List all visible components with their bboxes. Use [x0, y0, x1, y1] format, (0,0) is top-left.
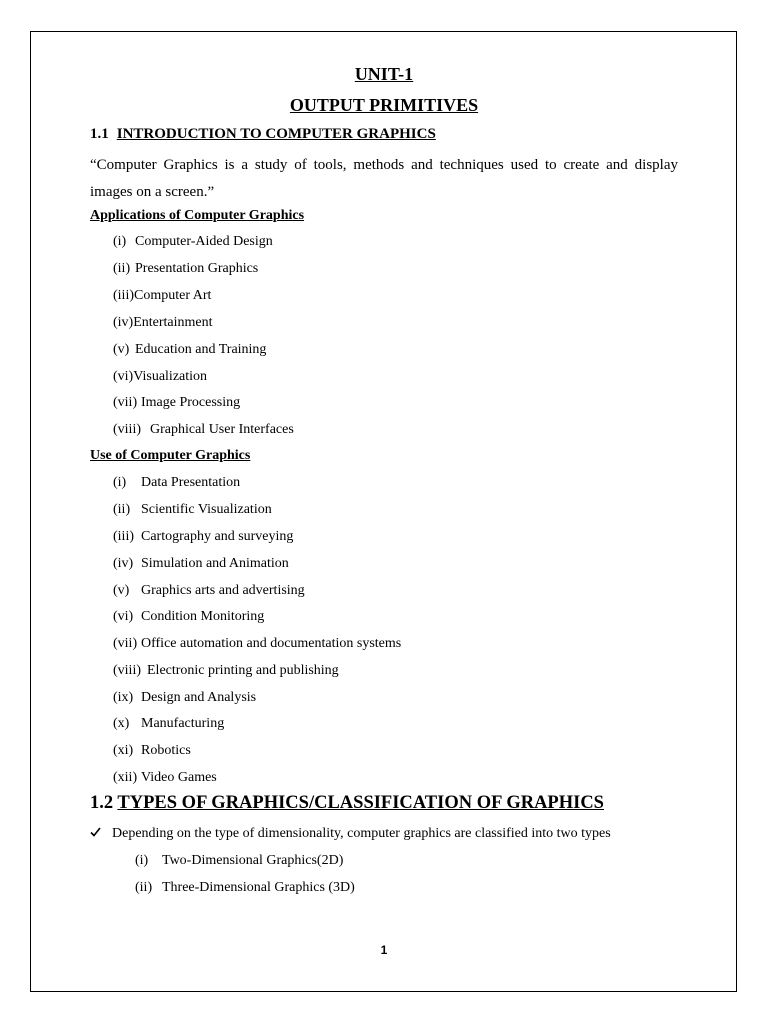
list-item-number: (vi)	[113, 609, 134, 624]
section-2-number: 1.2	[90, 793, 114, 813]
list-item-number: (viii)	[113, 422, 141, 437]
list-item-number: (iii)	[113, 288, 134, 303]
list-item-text: Robotics	[141, 743, 191, 758]
list-item-number: (vi)	[113, 369, 134, 384]
section-1-number: 1.1	[90, 126, 109, 142]
list-item-text: Simulation and Animation	[141, 556, 289, 571]
list-item-text: Presentation Graphics	[135, 261, 259, 276]
list-item-number: (i)	[113, 234, 127, 249]
section-2-heading	[90, 793, 604, 814]
list-item-number: (v)	[113, 342, 130, 357]
list-item	[113, 395, 240, 411]
section-2-title: TYPES OF GRAPHICS/CLASSIFICATION OF GRAPHICS	[117, 793, 604, 813]
list-item	[113, 663, 339, 679]
list-item-number: (i)	[113, 475, 127, 490]
list-item-text: Manufacturing	[141, 716, 225, 731]
list-item-text: Two-Dimensional Graphics(2D)	[162, 853, 344, 868]
list-item-number: (ii)	[135, 880, 153, 895]
list-item-text: Computer Art	[134, 288, 212, 303]
list-item-text: Computer-Aided Design	[135, 234, 273, 249]
list-item-number: (iii)	[113, 529, 134, 544]
list-item	[113, 556, 289, 572]
list-item-text: Graphical User Interfaces	[150, 422, 294, 437]
section-1-heading	[90, 126, 436, 143]
page-number: 1	[380, 943, 388, 957]
classification-bullet	[90, 826, 611, 842]
list-item-text: Design and Analysis	[141, 690, 257, 705]
list-item-number: (vii)	[113, 636, 138, 651]
list-item-text: Office automation and documentation systems	[141, 636, 402, 651]
list-item-text: Visualization	[133, 369, 208, 384]
list-item-number: (i)	[135, 853, 149, 868]
unit-title: UNIT-1	[354, 64, 414, 84]
list-item	[113, 315, 213, 331]
list-item	[113, 609, 264, 625]
list-item-text: Condition Monitoring	[141, 609, 265, 624]
list-item	[113, 770, 217, 786]
list-item-text: Image Processing	[141, 395, 241, 410]
list-item	[113, 743, 191, 759]
section-1-title: INTRODUCTION TO COMPUTER GRAPHICS	[116, 126, 436, 142]
list-item-text: Data Presentation	[141, 475, 241, 490]
list-item	[113, 261, 258, 277]
list-item-text: Video Games	[141, 770, 217, 785]
list-item	[135, 880, 355, 896]
list-item	[113, 502, 272, 518]
list-item-text: Cartography and surveying	[141, 529, 294, 544]
checkmark-icon	[90, 826, 106, 842]
list-item	[113, 583, 305, 599]
definition-paragraph: “Computer Graphics is a study of tools, methods and techniques used to create and display images on a screen.”	[90, 157, 678, 200]
list-item	[113, 690, 256, 706]
list-item-number: (ii)	[113, 502, 131, 517]
list-item	[113, 342, 266, 358]
list-item	[135, 853, 343, 869]
list-item	[113, 716, 224, 732]
list-item-number: (iv)	[113, 556, 134, 571]
list-item-number: (xii)	[113, 770, 138, 785]
list-item-number: (vii)	[113, 395, 138, 410]
classification-text: Depending on the type of dimensionality, computer graphics are classified into two types	[112, 826, 611, 841]
list-item-number: (ix)	[113, 690, 134, 705]
list-item	[113, 636, 401, 652]
list-item	[113, 529, 293, 545]
list-item-number: (ii)	[113, 261, 131, 276]
list-item-text: Entertainment	[133, 315, 213, 330]
list-item-number: (v)	[113, 583, 130, 598]
list-item	[113, 288, 211, 304]
uses-heading: Use of Computer Graphics	[90, 448, 251, 463]
list-item-number: (iv)	[113, 315, 134, 330]
list-item-text: Scientific Visualization	[141, 502, 272, 517]
list-item-text: Graphics arts and advertising	[141, 583, 305, 598]
list-item-number: (xi)	[113, 743, 134, 758]
applications-heading: Applications of Computer Graphics	[90, 208, 305, 223]
list-item-text: Electronic printing and publishing	[147, 663, 339, 678]
list-item	[113, 369, 207, 385]
list-item-number: (viii)	[113, 663, 141, 678]
list-item	[113, 234, 273, 250]
main-title: OUTPUT PRIMITIVES	[289, 95, 479, 115]
list-item	[113, 422, 294, 438]
list-item-text: Three-Dimensional Graphics (3D)	[162, 880, 355, 895]
list-item-number: (x)	[113, 716, 130, 731]
list-item-text: Education and Training	[135, 342, 267, 357]
list-item	[113, 475, 240, 491]
